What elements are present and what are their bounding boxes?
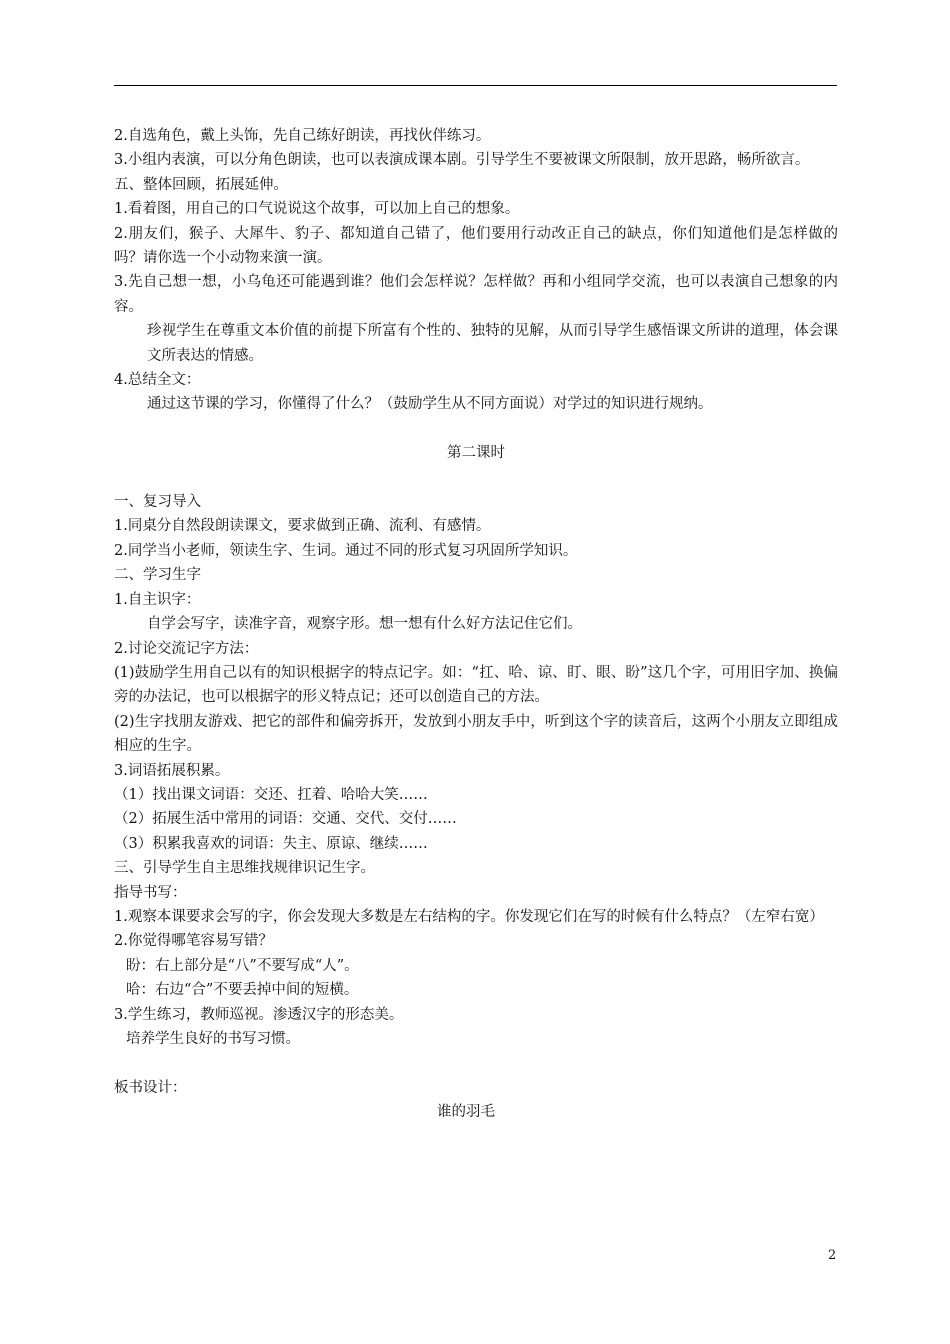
text-paragraph: 3.先自己想一想，小乌龟还可能遇到谁？他们会怎样说？怎样做？再和小组同学交流，也可以表演自己想象的内容。 — [114, 274, 838, 315]
text-line: 1.看着图，用自己的口气说说这个故事，可以加上自己的想象。 — [114, 201, 520, 218]
indented-line: 通过这节课的学习，你懂得了什么？（鼓励学生从不同方面说）对学过的知识进行规纳。 — [147, 396, 713, 413]
text-line: 4.总结全文： — [114, 372, 201, 389]
list-item: （1）找出课文词语：交还、扛着、哈哈大笑…… — [114, 786, 428, 803]
text-line: 1.自主识字： — [114, 591, 201, 608]
indented-line: 盼：右上部分是“八”不要写成“人”。 — [126, 957, 359, 974]
text-paragraph: (2)生字找朋友游戏、把它的部件和偏旁拆开，发放到小朋友手中，听到这个字的读音后，这两个小朋友立即组成相应的生字。 — [114, 713, 838, 755]
header-rule — [114, 85, 837, 86]
section-heading: 五、整体回顾，拓展延伸。 — [114, 176, 288, 193]
list-item: （3）积累我喜欢的词语：失主、原谅、继续…… — [114, 835, 428, 852]
page-number: 2 — [828, 1248, 837, 1263]
text-line: 指导书写： — [114, 884, 187, 901]
section-heading: 一、复习导入 — [114, 494, 201, 511]
blank-line — [114, 1051, 838, 1075]
text-line: 1.同桌分自然段朗读课文，要求做到正确、流利、有感情。 — [114, 518, 491, 535]
text-paragraph: 3.小组内表演，可以分角色朗读，也可以表演成课本剧。引导学生不要被课文所限制，放开思路，畅所欲言。 — [114, 152, 810, 169]
indented-line: 自学会写字，读准字音，观察字形。想一想有什么好方法记住它们。 — [147, 616, 582, 633]
text-paragraph: (1)鼓励学生用自己以有的知识根据字的特点记字。如：“扛、哈、谅、盯、眼、盼”这几个字，可用旧字加、换偏旁的办法记，也可以根据字的形义特点记；还可以创造自己的方法。 — [114, 664, 838, 706]
text-line: 2.讨论交流记字方法： — [114, 640, 259, 657]
text-paragraph: 1.观察本课要求会写的字，你会发现大多数是左右结构的字。你发现它们在写的时候有什么特点？（左窄右宽） — [114, 908, 824, 925]
text-line: 2.自选角色，戴上头饰，先自己练好朗读，再找伙伴练习。 — [114, 128, 491, 144]
text-line: 2.同学当小老师，领读生字、生词。通过不同的形式复习巩固所学知识。 — [114, 542, 578, 559]
blank-line — [114, 417, 838, 441]
section-heading: 三、引导学生自主思维找规律识记生字。 — [114, 860, 375, 877]
section-heading: 二、学习生字 — [114, 567, 201, 584]
indented-paragraph: 珍视学生在尊重文本价值的前提下所富有个性的、独特的见解，从而引导学生感悟课文所讲的道理，体会课文所表达的情感。 — [147, 323, 838, 364]
text-paragraph: 2.朋友们，猴子、大犀牛、豹子、都知道自己错了，他们要用行动改正自己的缺点，你们知道他们是怎样做的吗？请你选一个小动物来演一演。 — [114, 225, 838, 267]
indented-line: 哈：右边“合”不要丢掉中间的短横。 — [126, 982, 359, 999]
blank-line — [114, 466, 838, 490]
text-line: 3.学生练习，教师巡视。渗透汉字的形态美。 — [114, 1006, 404, 1023]
list-item: （2）拓展生活中常用的词语：交通、交代、交付…… — [114, 811, 457, 828]
document-body — [114, 124, 838, 1125]
text-line: 2.你觉得哪笔容易写错？ — [114, 933, 273, 950]
board-title: 谁的羽毛 — [437, 1104, 495, 1121]
indented-line: 培养学生良好的书写习惯。 — [126, 1031, 300, 1047]
lesson-heading: 第二课时 — [447, 445, 505, 462]
text-line: 3.词语拓展积累。 — [114, 762, 230, 779]
board-design-label: 板书设计： — [114, 1079, 187, 1096]
